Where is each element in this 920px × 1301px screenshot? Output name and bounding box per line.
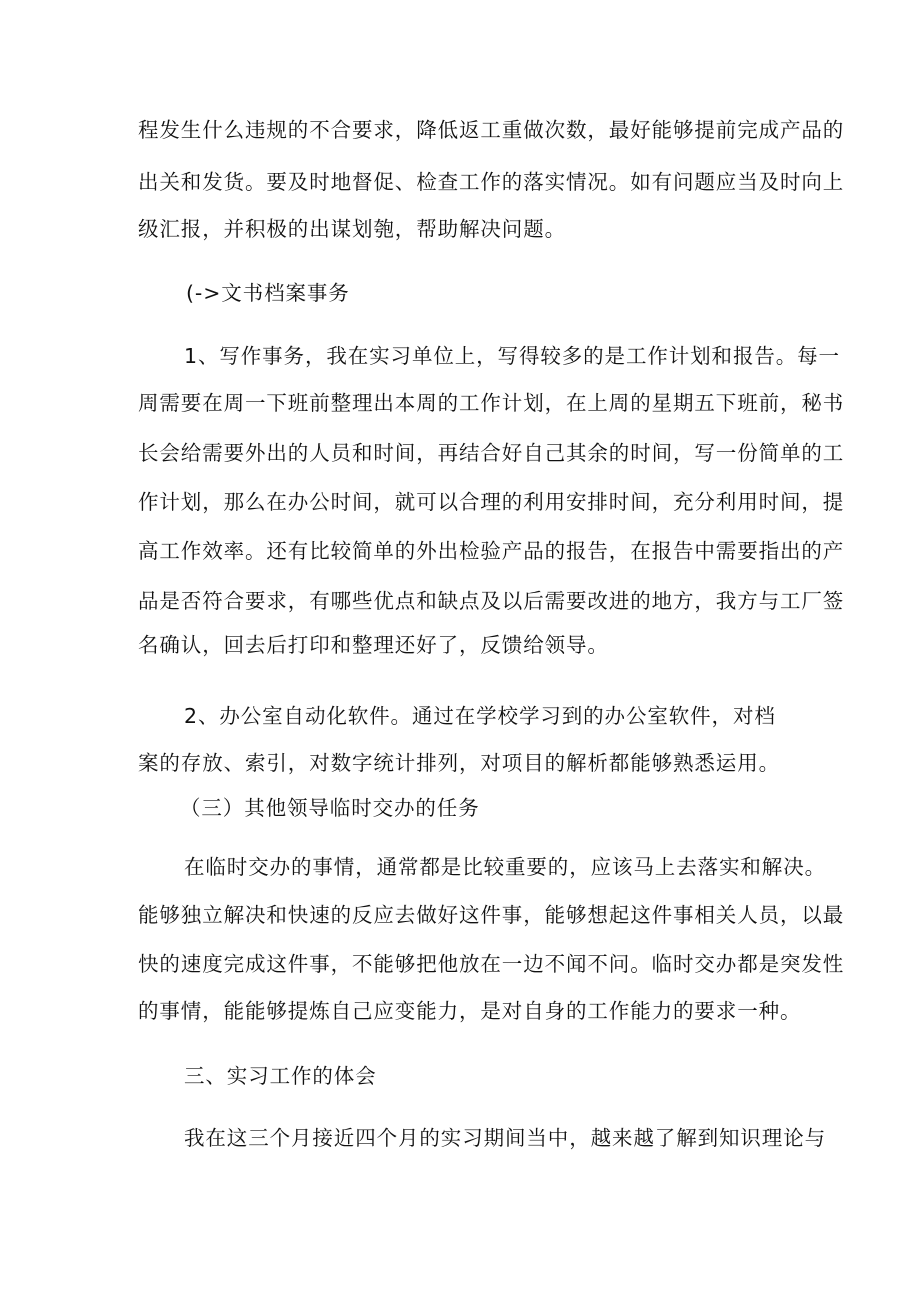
body-text-line: 长会给需要外出的人员和时间，再结合好自己其余的时间，写一份简单的工 bbox=[138, 441, 845, 465]
body-text-line: 的事情，能能够提炼自己应变能力，是对自身的工作能力的要求一种。 bbox=[138, 999, 802, 1023]
paragraph-start-line: 1、写作事务，我在实习单位上，写得较多的是工作计划和报告。每一 bbox=[184, 344, 840, 368]
body-text-line: 程发生什么违规的不合要求，降低返工重做次数，最好能够提前完成产品的 bbox=[138, 118, 845, 142]
body-text-line: 作计划，那么在办公时间，就可以合理的利用安排时间，充分利用时间，提 bbox=[138, 490, 845, 514]
body-text-line: 案的存放、索引，对数字统计排列，对项目的解析都能够熟悉运用。 bbox=[138, 751, 780, 775]
body-text-line: 品是否符合要求，有哪些优点和缺点及以后需要改进的地方，我方与工厂签 bbox=[138, 589, 845, 613]
paragraph-start-line: 2、办公室自动化软件。通过在学校学习到的办公室软件，对档 bbox=[184, 704, 776, 728]
body-text-line: 能够独立解决和快速的反应去做好这件事，能够想起这件事相关人员，以最 bbox=[138, 903, 845, 927]
body-text-line: 周需要在周一下班前整理出本周的工作计划，在上周的星期五下班前，秘书 bbox=[138, 391, 845, 415]
body-text-line: 出关和发货。要及时地督促、检查工作的落实情况。如有问题应当及时向上 bbox=[138, 170, 845, 194]
body-text-line: 级汇报，并积极的出谋划匏，帮助解决问题。 bbox=[138, 217, 566, 241]
body-text-line: 名确认，回去后打印和整理还好了，反馈给领导。 bbox=[138, 633, 609, 657]
section-heading: (->文书档案事务 bbox=[186, 281, 350, 305]
paragraph-start-line: 在临时交办的事情，通常都是比较重要的，应该马上去落实和解决。 bbox=[184, 855, 826, 879]
section-heading: （三）其他领导临时交办的任务 bbox=[180, 796, 480, 820]
section-heading: 三、实习工作的体会 bbox=[184, 1064, 377, 1088]
body-text-line: 高工作效率。还有比较简单的外出检验产品的报告，在报告中需要指出的产 bbox=[138, 539, 845, 563]
body-text-line: 快的速度完成这件事，不能够把他放在一边不闻不问。临时交办都是突发性 bbox=[138, 952, 845, 976]
paragraph-start-line: 我在这三个月接近四个月的实习期间当中，越来越了解到知识理论与 bbox=[184, 1126, 826, 1150]
